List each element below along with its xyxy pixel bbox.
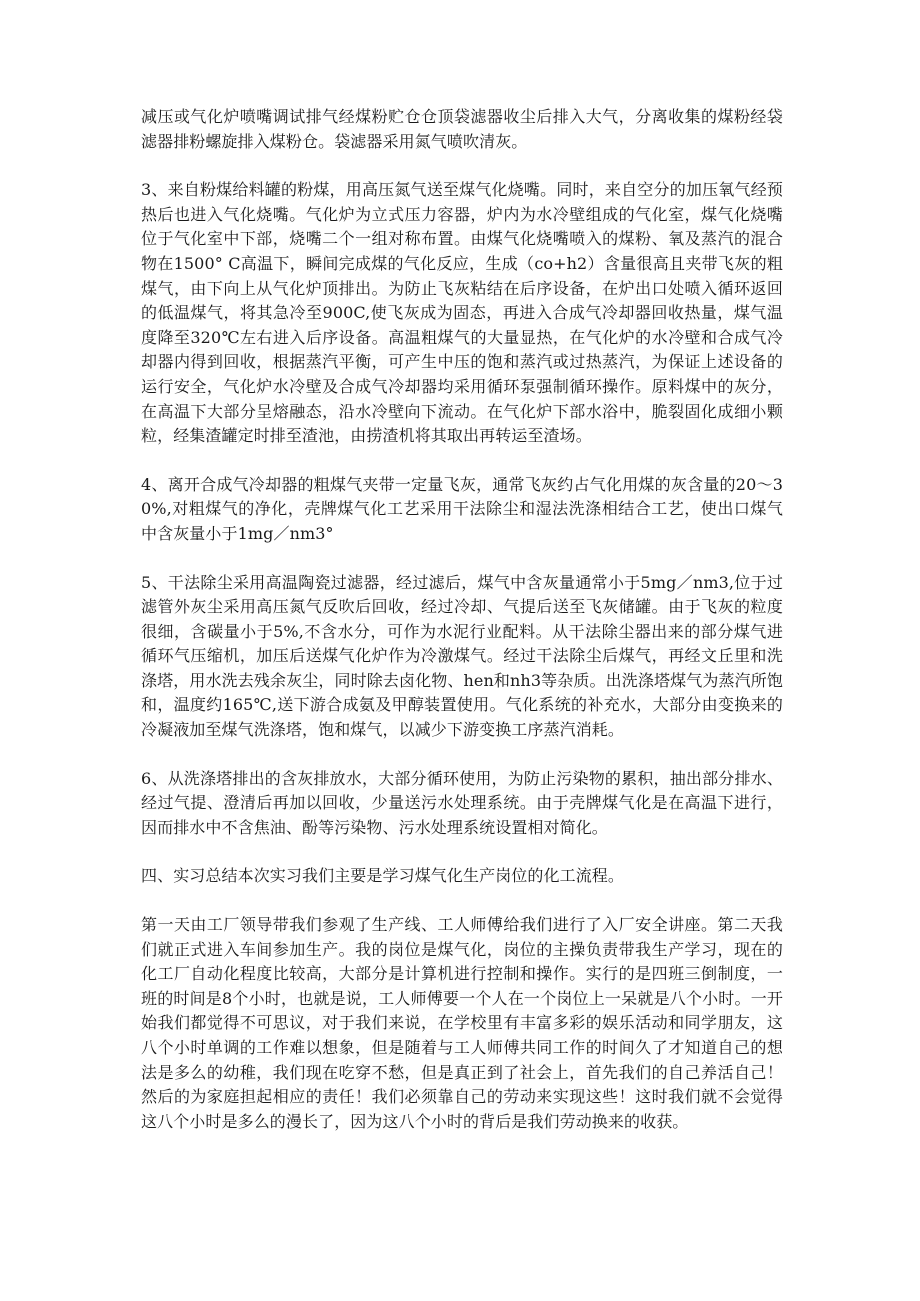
paragraph-5-dry-dedusting: 5、干法除尘采用高温陶瓷过滤器，经过滤后，煤气中含灰量通常小于5mg／nm3,位于过滤管外灰尘采用高压氮气反吹后回收，经过冷却、气提后送至飞灰储罐。由于飞灰的粒度很细，含碳量小于5%,不含水分，可作为水泥行业配料。从干法除尘器出来的部分煤气进循环气压缩机，加压后送煤气化炉作为冷激煤气。经过干法除尘后煤气，再经文丘里和洗涤塔，用水洗去残余灰尘，同时除去卤化物、hen和nh3等杂质。出洗涤塔煤气为蒸汽所饱和，温度约165℃,送下游合成氨及甲醇装置使用。气化系统的补充水，大部分由变换来的冷凝液加至煤气洗涤塔，饱和煤气，以减少下游变换工序蒸汽消耗。	[141, 572, 783, 740]
paragraph-4-raw-gas: 4、离开合成气冷却器的粗煤气夹带一定量飞灰，通常飞灰约占气化用煤的灰含量的20～30%,对粗煤气的净化，壳牌煤气化工艺采用干法除尘和湿法洗涤相结合工艺，使出口煤气中含灰量小于1mg／nm3°	[141, 474, 783, 543]
paragraph-internship-experience: 第一天由工厂领导带我们参观了生产线、工人师傅给我们进行了入厂安全讲座。第二天我们就正式进入车间参加生产。我的岗位是煤气化，岗位的主操负责带我生产学习，现在的化工厂自动化程度比较高，大部分是计算机进行控制和操作。实行的是四班三倒制度，一班的时间是8个小时，也就是说，工人师傅要一个人在一个岗位上一呆就是八个小时。一开始我们都觉得不可思议，对于我们来说，在学校里有丰富多彩的娱乐活动和同学朋友，这八个小时单调的工作难以想象，但是随着与工人师傅共同工作的时间久了才知道自己的想法是多么的幼稚，我们现在吃穿不愁，但是真正到了社会上，首先我们的自己养活自己！然后的为家庭担起相应的责任！我们必须靠自己的劳动来实现这些！这时我们就不会觉得这八个小时是多么的漫长了，因为这八个小时的背后是我们劳动换来的收获。	[141, 915, 783, 1131]
document-body	[141, 105, 783, 1158]
paragraph-dust-filter: 减压或气化炉喷嘴调试排气经煤粉贮仓仓顶袋滤器收尘后排入大气，分离收集的煤粉经袋滤器排粉螺旋排入煤粉仓。袋滤器采用氮气喷吹清灰。	[141, 107, 783, 151]
section-heading-summary: 四、实习总结本次实习我们主要是学习煤气化生产岗位的化工流程。	[141, 866, 625, 886]
paragraph-6-wastewater: 6、从洗涤塔排出的含灰排放水，大部分循环使用，为防止污染物的累积，抽出部分排水、经过气提、澄清后再加以回收，少量送污水处理系统。由于壳牌煤气化是在高温下进行，因而排水中不含焦油、酚等污染物、污水处理系统设置相对简化。	[141, 768, 783, 837]
paragraph-3-gasifier: 3、来自粉煤给料罐的粉煤，用高压氮气送至煤气化烧嘴。同时，来自空分的加压氧气经预热后也进入气化烧嘴。气化炉为立式压力容器，炉内为水冷壁组成的气化室，煤气化烧嘴位于气化室中下部，烧嘴二个一组对称布置。由煤气化烧嘴喷入的煤粉、氧及蒸汽的混合物在1500° C高温下，瞬间完成煤的气化反应，生成（co+h2）含量很高且夹带飞灰的粗煤气，由下向上从气化炉顶排出。为防止飞灰粘结在后序设备，在炉出口处喷入循环返回的低温煤气，将其急冷至900C,使飞灰成为固态，再进入合成气冷却器回收热量，煤气温度降至320℃左右进入后序设备。高温粗煤气的大量显热，在气化炉的水冷壁和合成气冷却器内得到回收，根据蒸汽平衡，可产生中压的饱和蒸汽或过热蒸汽，为保证上述设备的运行安全，气化炉水冷壁及合成气冷却器均采用循环泵强制循环操作。原料煤中的灰分，在高温下大部分呈熔融态，沿水冷壁向下流动。在气化炉下部水浴中，脆裂固化成细小颗粒，经集渣罐定时排至渣池，由捞渣机将其取出再转运至渣场。	[141, 180, 783, 446]
